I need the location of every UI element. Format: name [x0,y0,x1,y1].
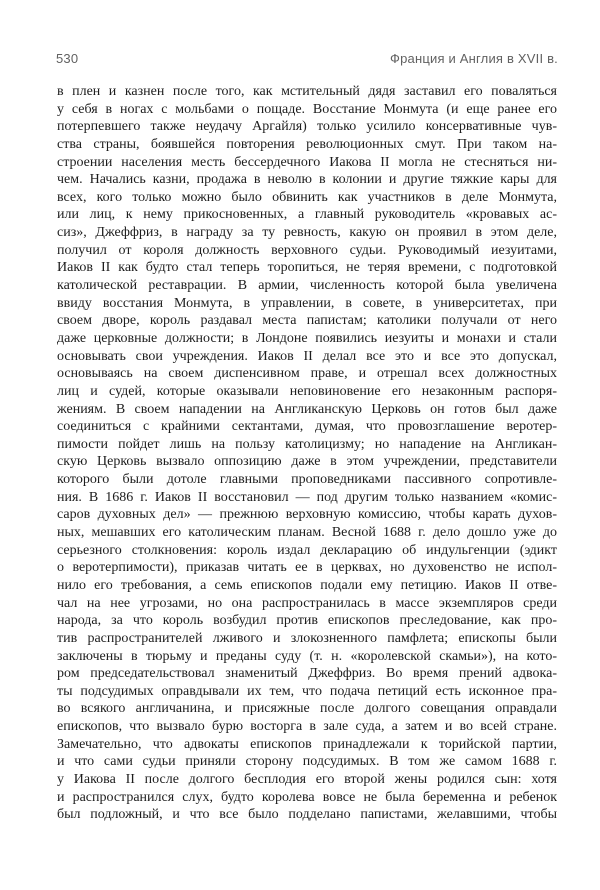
text-line: ты подсудимых оправдывали их тем, что подача петиций есть исконное пра- [57,683,557,699]
text-line: Замечательно, что адвокаты епископов принадлежали к торийской партии, [57,736,557,752]
text-line: саров духовных дел» — прежнюю верховную комиссию, чтобы карать духов- [57,507,557,523]
text-line: лиц и судей, которые оказывали неповиновение его незаконным распоря- [57,383,557,399]
text-line: строении населения месть бессердечного Иакова II могла не стесняться ни- [57,154,557,170]
text-line: своем дворе, король раздавал места папистам; католики получали от него [57,313,557,329]
text-line: скую Церковь вызвало оппозицию даже в этом учреждении, представители [57,454,557,470]
text-line: и что сами судьи приняли сторону подсудимых. В том же самом 1688 г. [57,754,557,770]
page-number: 530 [56,51,79,66]
text-line: жениям. В своем нападении на Англиканскую Церковь он готов был даже [57,401,557,417]
text-line: ром председательствовал знаменитый Джеффриз. Во время прений адвока- [57,666,557,682]
text-line: во всякого англичанина, и присяжные после долгого совещания оправдали [57,701,557,717]
text-line: католической реставрации. В армии, численность которой была увеличена [57,278,557,294]
text-line: заключены в тюрьму и преданы суду (т. н. «королевской скамьи»), на кото- [57,648,557,664]
text-line: потерпевшего также неудачу Аргайля) только усилило консервативные чув- [57,119,557,135]
text-line: основывать свои учреждения. Иаков II делал все это и все это допускал, [57,348,557,364]
text-line: всех, кого только можно было обвинить как участников в деле Монмута, [57,189,557,205]
text-line: основываясь на своем диспенсивном праве, и отрешал всех должностных [57,366,557,382]
text-line: пимости пойдет лишь на пользу католицизму; но нападение на Англикан- [57,436,557,452]
text-line: получил от короля должность верховного судьи. Руководимый иезуитами, [57,242,557,258]
running-title: Франция и Англия в XVII в. [390,51,558,66]
text-line: о веротерпимости), приказав читать ее в церквах, но духовенство не испол- [57,560,557,576]
text-line: у себя в ногах с мольбами о пощаде. Восстание Монмута (и еще ранее его [57,101,557,117]
text-line: даже церковные должности; в Лондоне появились иезуиты и монахи и стали [57,330,557,346]
text-line: ных, мешавших его католическим планам. Весной 1688 г. дело дошло уже до [57,525,557,541]
text-line: у Иакова II после долгого бесплодия его второй жены родился сын: хотя [57,771,557,787]
text-line: народа, за что король возбудил против епископов преследование, как про- [57,613,557,629]
text-line: тив распространителей лживого и злокозненного памфлета; епископы были [57,630,557,646]
text-line: ния. В 1686 г. Иаков II восстановил — под другим только названием «комис- [57,489,557,505]
text-line: Иаков II как будто стал теперь торопиться, не теряя времени, с подготовкой [57,260,557,276]
text-block [57,83,557,824]
text-line: был подложный, и что все было подделано папистами, желавшими, чтобы [57,807,557,823]
page-header [56,51,558,67]
text-line: в плен и казнен после того, как мстительный дядя заставил его поваляться [57,84,557,99]
text-line: соединиться с крайними сектантами, думая, что провозглашение веротер- [57,419,557,435]
text-line: ввиду восстания Монмута, в управлении, в совете, в университетах, при [57,295,557,311]
text-line: которого были дотоле главными проповедниками пассивного сопротивле- [57,472,557,488]
text-line: ства страны, боявшейся повторения революционных смут. При таком на- [57,136,557,152]
text-line: епископов, что вызвало бурю восторга в зале суда, а затем и во всей стране. [57,719,557,735]
text-line: чем. Начались казни, продажа в неволю в колонии и другие тяжкие кары для [57,172,557,188]
text-line: или лиц, к нему прикосновенных, а главный руководитель «кровавых ас- [57,207,557,223]
text-line: чал на нее угрозами, но она распространилась в массе экземпляров среди [57,595,557,611]
text-line: серьезного столкновения: король издал декларацию об индульгенции (эдикт [57,542,557,558]
text-line: и распространился слух, будто королева вовсе не была беременна и ребенок [57,789,557,805]
text-line: нило его требования, а семь епископов подали ему петицию. Иаков II отве- [57,577,557,593]
text-line: сиз», Джеффриз, в награду за ту ревность, какую он проявил в этом деле, [57,225,557,241]
